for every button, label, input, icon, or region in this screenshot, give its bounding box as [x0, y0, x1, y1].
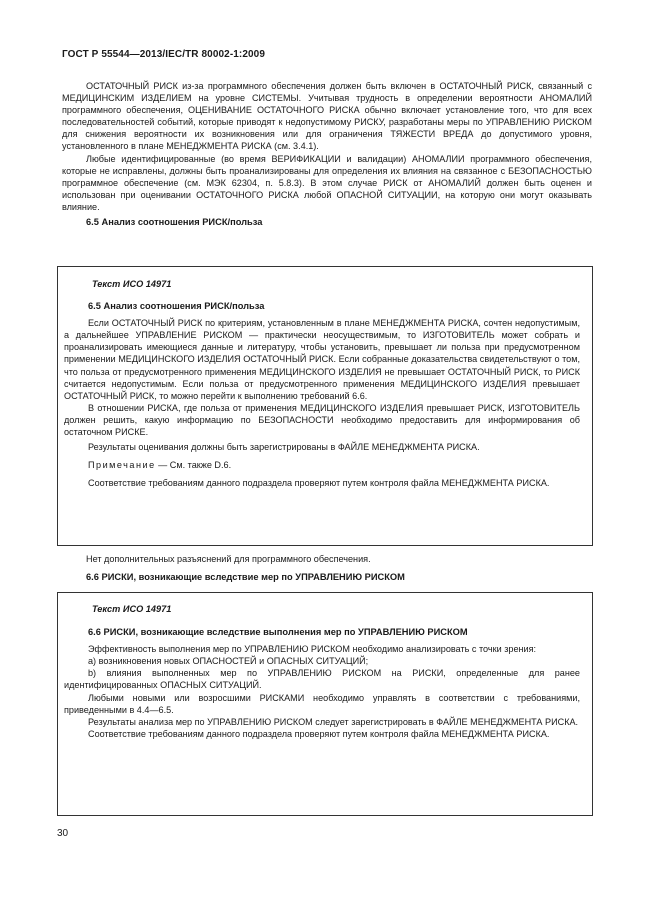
section-6-5-heading: 6.5 Анализ соотношения РИСК/польза	[86, 217, 263, 228]
section-6-6-intro	[62, 553, 592, 583]
quote-note	[64, 459, 580, 471]
quote-6-6-paragraph-6: Соответствие требованиям данного подраздела проверяют путем контроля файла МЕНЕДЖМЕНТА РИСКА.	[88, 728, 550, 739]
quote-paragraph-1: Если ОСТАТОЧНЫЙ РИСК по критериям, установленным в плане МЕНЕДЖМЕНТА РИСКА, сочтен недопустимым, а дальнейшее УПРАВЛЕНИЕ РИСКОМ — практически неосуществимым, то ИЗГОТОВИТЕЛЬ может собрать и проанализировать имеющиеся данные и литературу, чтобы установить, превышает ли польза при предусмотренном применении МЕДИЦИНСКОГО ИЗДЕЛИЯ ОСТАТОЧНЫЙ РИСК. Если собранные доказательства свидетельствуют о том, что польза от предусмотренного применения МЕДИЦИНСКОГО ИЗДЕЛИЯ не превышает ОСТАТОЧНЫЙ РИСК, то РИСК считается недопустимым. Если польза от предусмотренного применения МЕДИЦИНСКОГО ИЗДЕЛИЯ превышает ОСТАТОЧНЫЙ РИСК, то можно перейти к выполнению требований 6.6.	[64, 318, 580, 401]
quote-6-6-item-a: а) возникновения новых ОПАСНОСТЕЙ и ОПАСНЫХ СИТУАЦИЙ;	[88, 656, 369, 667]
intro-paragraph-1: ОСТАТОЧНЫЙ РИСК из-за программного обеспечения должен быть включен в ОСТАТОЧНЫЙ РИСК, связанный с МЕДИЦИНСКИМ ИЗДЕЛИЕМ на уровне СИСТЕМЫ. Учитывая трудность в определении вероятности АНОМАЛИЙ программного обеспечения, ОЦЕНИВАНИЕ ОСТАТОЧНОГО РИСКА обычно включает установление того, что для всех последовательностей событий, которые приводят к недопустимому РИСКУ, разработаны меры по УПРАВЛЕНИЮ РИСКОМ для снижения вероятности их возникновения или для ограничения ТЯЖЕСТИ ВРЕДА до допустимого уровня, установленного в плане МЕНЕДЖМЕНТА РИСКА (см. 3.4.1).	[62, 81, 592, 152]
quote-paragraph-4: Соответствие требованиям данного подраздела проверяют путем контроля файла МЕНЕДЖМЕНТА РИСКА.	[88, 478, 550, 489]
quote-source-title-2: Текст ИСО 14971	[92, 604, 172, 614]
document-header: ГОСТ Р 55544—2013/IEC/TR 80002-1:2009	[62, 49, 265, 60]
quote-6-6-paragraph-4: Любыми новыми или возросшими РИСКАМИ необходимо управлять в соответствии с требованиями, приведенными в 4.4—6.5.	[64, 692, 580, 715]
page-number: 30	[57, 828, 69, 839]
quote-heading-6-6: 6.6 РИСКИ, возникающие вследствие выполнения мер по УПРАВЛЕНИЮ РИСКОМ	[88, 627, 468, 638]
quote-6-6-paragraph-1: Эффективность выполнения мер по УПРАВЛЕНИЮ РИСКОМ необходимо анализировать с точки зрения:	[88, 644, 537, 655]
quote-heading-6-5: 6.5 Анализ соотношения РИСК/польза	[88, 301, 265, 312]
quote-6-6-item-b: b) влияния выполненных мер по УПРАВЛЕНИЮ РИСКОМ на РИСКИ, определенные для ранее идентифицированных ОПАСНЫХ СИТУАЦИЙ.	[64, 668, 580, 691]
quote-6-6-paragraph-5: Результаты анализа мер по УПРАВЛЕНИЮ РИСКОМ следует зарегистрировать в ФАЙЛЕ МЕНЕДЖМЕНТА РИСКА.	[88, 716, 579, 727]
quote-source-title: Текст ИСО 14971	[92, 279, 172, 289]
intro-paragraph-2: Любые идентифицированные (во время ВЕРИФИКАЦИИ и валидации) АНОМАЛИИ программного обеспечения, которые не исправлены, должны быть проанализированы для определения их влияния на связанное с БЕЗОПАСНОСТЬЮ программное обеспечение (см. МЭК 62304, п. 5.8.3). В этом случае РИСК от АНОМАЛИЙ должен быть оценен и использован при оценивании ОСТАТОЧНОГО РИСКА любой ОПАСНОЙ СИТУАЦИИ, на которую они могут оказывать влияние.	[62, 153, 592, 212]
note-label: Примечание	[88, 460, 156, 471]
quote-paragraph-2: В отношении РИСКА, где польза от применения МЕДИЦИНСКОГО ИЗДЕЛИЯ превышает РИСК, ИЗГОТОВИТЕЛЬ должен решить, какую информацию по БЕЗОПАСНОСТИ необходимо предоставить для информирования об остаточном РИСКЕ.	[64, 402, 580, 438]
iso-quote-box-6-5	[57, 266, 593, 546]
note-text: — См. также D.6.	[155, 460, 232, 471]
intro-section	[62, 80, 592, 228]
iso-quote-box-6-6	[57, 592, 593, 816]
quote-paragraph-3: Результаты оценивания должны быть зарегистрированы в ФАЙЛЕ МЕНЕДЖМЕНТА РИСКА.	[88, 442, 480, 453]
section-6-6-heading: 6.6 РИСКИ, возникающие вследствие мер по УПРАВЛЕНИЮ РИСКОМ	[86, 572, 405, 583]
no-additional-explanations: Нет дополнительных разъяснений для программного обеспечения.	[86, 554, 371, 564]
